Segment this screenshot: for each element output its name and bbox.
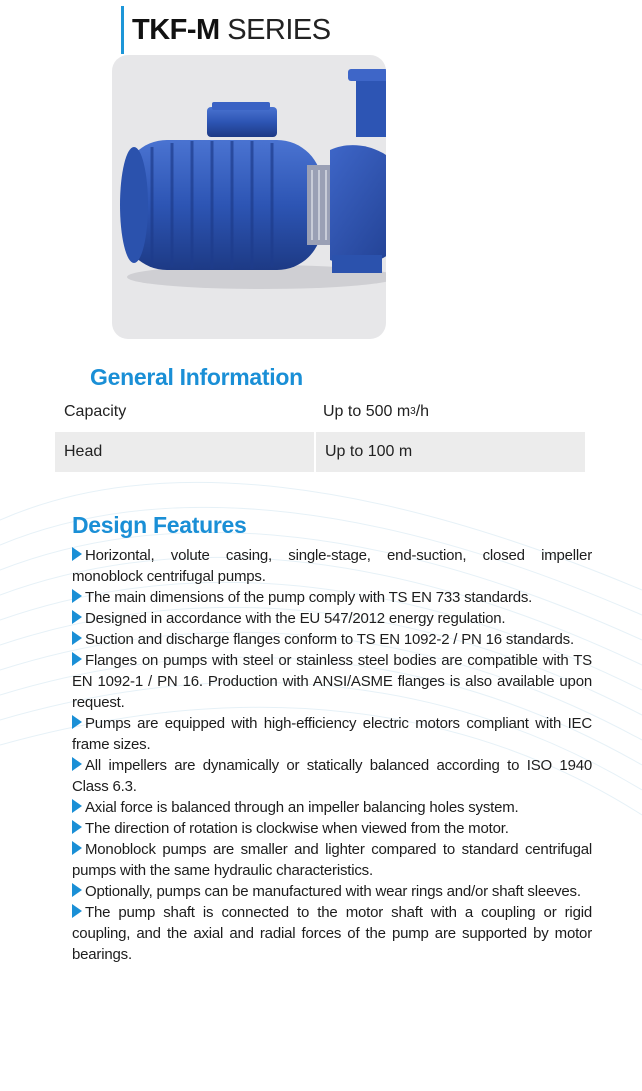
list-item: Axial force is balanced through an impeller balancing holes system. — [72, 797, 592, 818]
list-item: Horizontal, volute casing, single-stage, end-suction, closed impeller monoblock centrifugal pumps. — [72, 547, 592, 585]
bullet-arrow-icon — [72, 631, 82, 645]
bullet-arrow-icon — [72, 883, 82, 897]
bullet-arrow-icon — [72, 589, 82, 603]
spec-value: Up to 100 m — [314, 432, 585, 472]
list-item: Suction and discharge flanges conform to TS EN 1092-2 / PN 16 standards. — [72, 629, 592, 650]
general-information-heading: General Information — [90, 364, 303, 390]
spec-label: Head — [64, 443, 103, 460]
spec-row-head — [55, 432, 585, 472]
bullet-arrow-icon — [72, 820, 82, 834]
product-photo — [112, 55, 386, 339]
list-item: Pumps are equipped with high-efficiency electric motors compliant with IEC frame sizes. — [72, 715, 592, 753]
design-features-list — [72, 545, 592, 965]
general-information-table — [55, 392, 585, 472]
bullet-arrow-icon — [72, 799, 82, 813]
list-item: Designed in accordance with the EU 547/2012 energy regulation. — [72, 608, 592, 629]
bullet-arrow-icon — [72, 715, 82, 729]
series-title-bold: TKF-M — [132, 14, 220, 46]
list-item: Flanges on pumps with steel or stainless steel bodies are compatible with TS EN 1092-1 / PN 16. Production with ANSI/ASME flanges is also available upon request. — [72, 652, 592, 711]
spec-row-capacity — [55, 392, 585, 432]
series-title — [121, 6, 331, 54]
list-item: Monoblock pumps are smaller and lighter compared to standard centrifugal pumps with the same hydraulic characteristics. — [72, 841, 592, 879]
design-features-heading: Design Features — [72, 512, 247, 538]
bullet-arrow-icon — [72, 547, 82, 561]
centrifugal-pump-icon — [112, 55, 386, 339]
series-title-light: SERIES — [219, 14, 331, 46]
bullet-arrow-icon — [72, 841, 82, 855]
bullet-arrow-icon — [72, 610, 82, 624]
spec-value: Up to 500 m 3 /h — [323, 403, 430, 420]
bullet-arrow-icon — [72, 904, 82, 918]
bullet-arrow-icon — [72, 757, 82, 771]
list-item: The main dimensions of the pump comply with TS EN 733 standards. — [72, 587, 592, 608]
list-item: The pump shaft is connected to the motor shaft with a coupling or rigid coupling, and the axial and radial forces of the pump are supported by motor bearings. — [72, 904, 592, 963]
list-item: The direction of rotation is clockwise when viewed from the motor. — [72, 818, 592, 839]
list-item: Optionally, pumps can be manufactured with wear rings and/or shaft sleeves. — [72, 881, 592, 902]
spec-label: Capacity — [64, 403, 127, 420]
bullet-arrow-icon — [72, 652, 82, 666]
list-item: All impellers are dynamically or statically balanced according to ISO 1940 Class 6.3. — [72, 757, 592, 795]
